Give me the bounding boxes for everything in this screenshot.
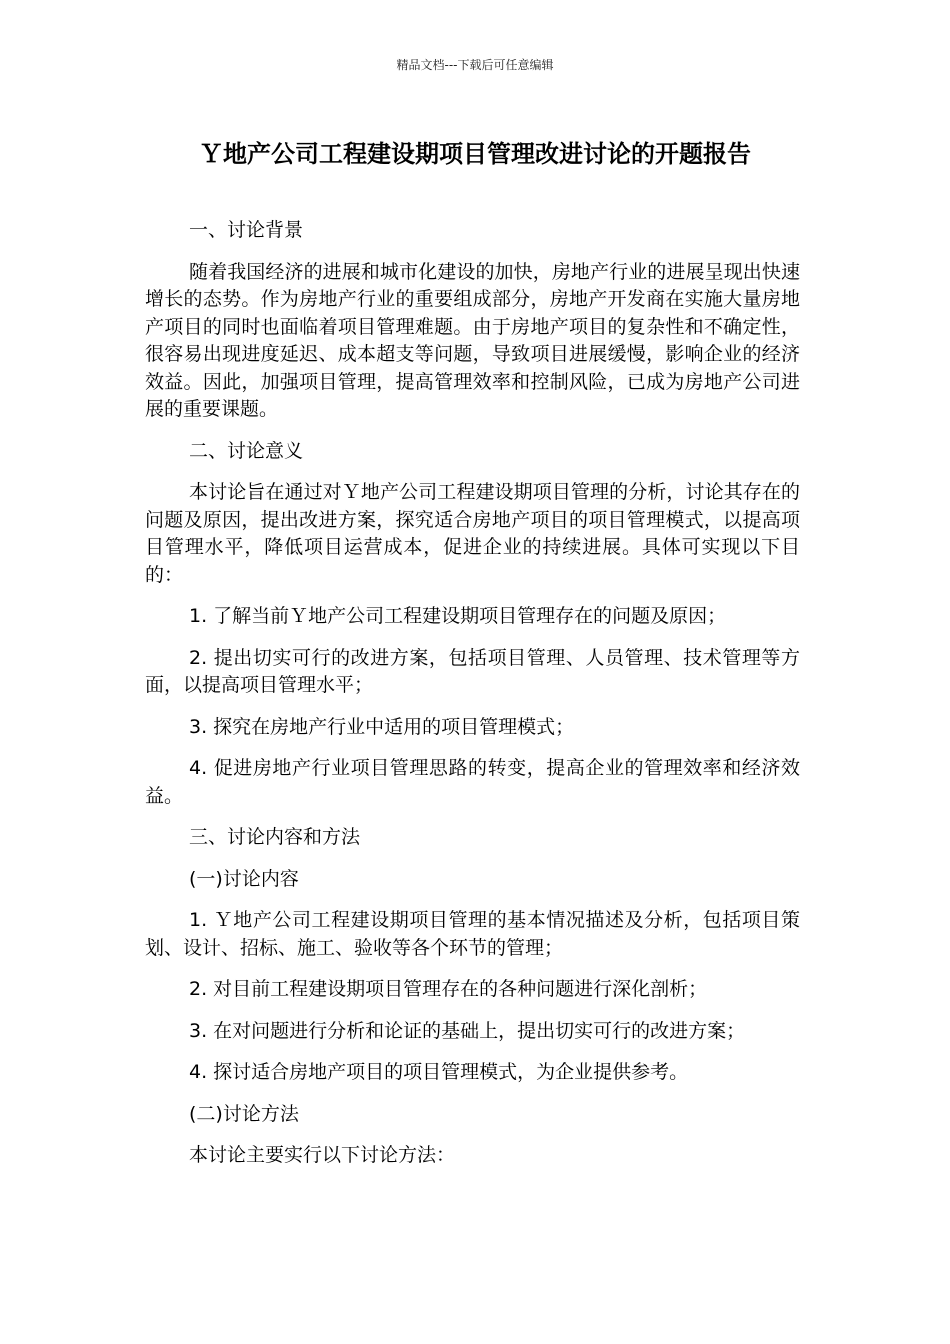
list-item-content-1: 1. Ｙ地产公司工程建设期项目管理的基本情况描述及分析，包括项目策划、设计、招标、施工、验收等各个环节的管理； (145, 909, 800, 959)
list-item-goal-3: 3. 探究在房地产行业中适用的项目管理模式； (189, 715, 575, 738)
section-heading-significance: 二、讨论意义 (189, 439, 304, 462)
section-heading-background: 一、讨论背景 (189, 219, 304, 241)
paragraph-background: 随着我国经济的进展和城市化建设的加快，房地产行业的进展呈现出快速增长的态势。作为房地产行业的重要组成部分，房地产开发商在实施大量房地产项目的同时也面临着项目管理难题。由于房地产项目的复杂性和不确定性，很容易出现进度延迟、成本超支等问题，导致项目进展缓慢，影响企业的经济效益。因此，加强项目管理，提高管理效率和控制风险，已成为房地产公司进展的重要课题。 (145, 260, 800, 420)
list-item-content-2: 2. 对目前工程建设期项目管理存在的各种问题进行深化剖析； (189, 978, 708, 1000)
list-item-goal-4: 4. 促进房地产行业项目管理思路的转变，提高企业的管理效率和经济效益。 (145, 757, 800, 807)
document-body (145, 217, 800, 1184)
subheading-content: (一)讨论内容 (189, 867, 299, 890)
list-item-content-4: 4. 探讨适合房地产项目的项目管理模式，为企业提供参考。 (189, 1061, 689, 1083)
header-note: 精品文档---下载后可任意编辑 (396, 58, 554, 72)
list-item-goal-1: 1. 了解当前Ｙ地产公司工程建设期项目管理存在的问题及原因； (189, 605, 727, 627)
paragraph-significance: 本讨论旨在通过对Ｙ地产公司工程建设期项目管理的分析，讨论其存在的问题及原因，提出改进方案，探究适合房地产项目的项目管理模式，以提高项目管理水平，降低项目运营成本，促进企业的持续进展。具体可实现以下目的： (145, 481, 800, 586)
list-item-content-3: 3. 在对问题进行分析和论证的基础上，提出切实可行的改进方案； (189, 1019, 746, 1042)
section-heading-content-method: 三、讨论内容和方法 (189, 826, 361, 848)
document-title: Ｙ地产公司工程建设期项目管理改进讨论的开题报告 (199, 140, 751, 168)
subheading-method: (二)讨论方法 (189, 1102, 299, 1125)
list-item-goal-2: 2. 提出切实可行的改进方案，包括项目管理、人员管理、技术管理等方面，以提高项目管理水平； (145, 646, 800, 696)
paragraph-method-intro: 本讨论主要实行以下讨论方法： (189, 1144, 456, 1166)
